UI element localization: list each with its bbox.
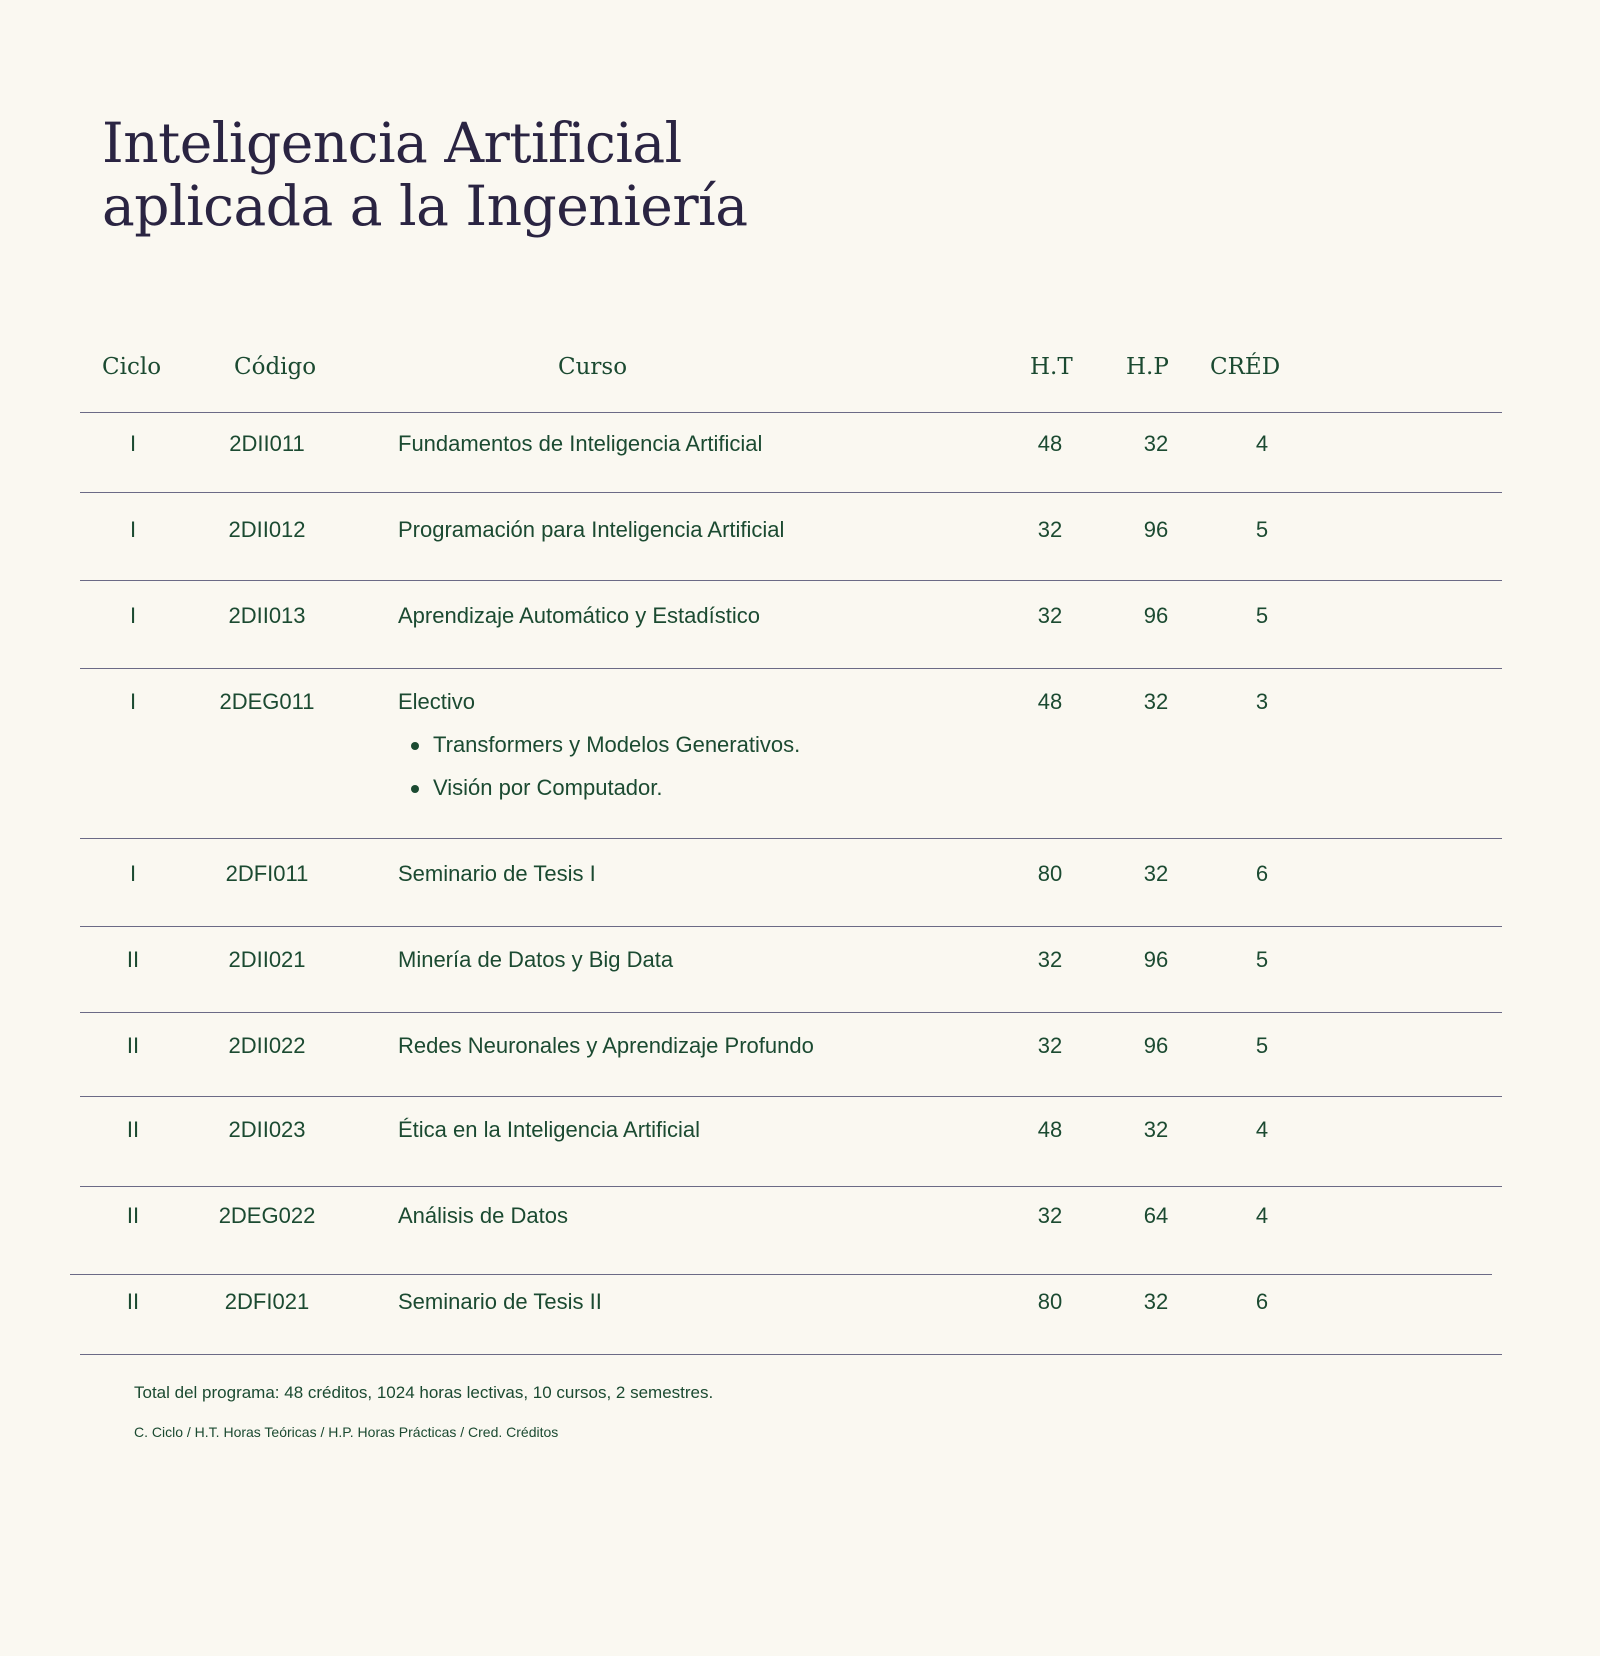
cell-curso: Seminario de Tesis II [398, 1289, 602, 1314]
cell-ht: 32 [1037, 603, 1063, 628]
cell-cred: 3 [1255, 689, 1269, 714]
cell-curso: Ética en la Inteligencia Artificial [398, 1117, 701, 1142]
cell-ht: 48 [1037, 1117, 1063, 1142]
row-divider [80, 1354, 1502, 1355]
cell-cred: 6 [1255, 1289, 1269, 1314]
cell-codigo: 2DII023 [228, 1117, 306, 1142]
cell-curso: Redes Neuronales y Aprendizaje Profundo [398, 1033, 814, 1058]
cell-hp: 96 [1143, 603, 1169, 628]
cell-cred: 6 [1255, 861, 1269, 886]
cell-ht: 32 [1037, 1033, 1063, 1058]
cell-cred: 4 [1255, 1203, 1269, 1228]
cell-ciclo: I [129, 861, 137, 886]
course-label: Electivo [398, 689, 476, 714]
cell-cred: 4 [1255, 431, 1269, 456]
cell-codigo: 2DII011 [229, 431, 305, 456]
cell-ht: 32 [1037, 1203, 1063, 1228]
cell-ciclo: I [129, 431, 137, 456]
cell-cred: 5 [1255, 947, 1269, 972]
cell-hp: 96 [1143, 1033, 1169, 1058]
row-divider [80, 926, 1502, 927]
cell-hp: 96 [1143, 947, 1169, 972]
cell-ht: 80 [1037, 861, 1063, 886]
cell-cred: 5 [1255, 1033, 1269, 1058]
row-divider [80, 1096, 1502, 1097]
cell-codigo: 2DII022 [228, 1033, 306, 1058]
cell-ciclo: I [129, 603, 137, 628]
cell-codigo: 2DFI021 [224, 1289, 310, 1314]
cell-ciclo: II [126, 1289, 140, 1314]
row-divider [80, 580, 1502, 581]
row-divider [80, 1186, 1502, 1187]
cell-ht: 80 [1037, 1289, 1063, 1314]
row-divider [80, 1012, 1502, 1013]
cell-curso: Seminario de Tesis I [398, 861, 596, 886]
cell-codigo: 2DII021 [228, 947, 306, 972]
cell-hp: 32 [1143, 431, 1169, 456]
cell-ciclo: I [129, 517, 137, 542]
program-total: Total del programa: 48 créditos, 1024 horas lectivas, 10 cursos, 2 semestres. [134, 1383, 714, 1402]
header-ciclo: Ciclo [102, 354, 162, 380]
cell-ht: 32 [1037, 517, 1063, 542]
cell-codigo: 2DEG022 [218, 1203, 316, 1228]
page-title [102, 112, 748, 238]
elective-options [398, 731, 800, 802]
cell-curso: Fundamentos de Inteligencia Artificial [398, 431, 763, 456]
cell-curso: Programación para Inteligencia Artificial [398, 517, 785, 542]
row-divider [80, 668, 1502, 669]
title-line-2: aplicada a la Ingeniería [102, 174, 748, 238]
cell-hp: 32 [1143, 689, 1169, 714]
title-line-1: Inteligencia Artificial [102, 111, 682, 175]
cell-codigo: 2DEG011 [219, 689, 315, 714]
cell-ciclo: I [129, 689, 137, 714]
cell-codigo: 2DII012 [228, 517, 306, 542]
cell-cred: 5 [1255, 517, 1269, 542]
cell-hp: 32 [1143, 1289, 1169, 1314]
elective-option: Visión por Computador. [398, 774, 800, 802]
row-divider [80, 412, 1502, 413]
cell-ht: 48 [1037, 689, 1063, 714]
cell-ciclo: II [126, 1203, 140, 1228]
cell-codigo: 2DII013 [228, 603, 306, 628]
row-divider [70, 1274, 1492, 1275]
cell-ciclo: II [126, 947, 140, 972]
cell-curso: Análisis de Datos [398, 1203, 568, 1228]
cell-ht: 32 [1037, 947, 1063, 972]
cell-curso [398, 688, 800, 802]
cell-cred: 4 [1255, 1117, 1269, 1142]
row-divider [80, 838, 1502, 839]
cell-hp: 64 [1143, 1203, 1169, 1228]
cell-curso: Aprendizaje Automático y Estadístico [398, 603, 760, 628]
header-cred: CRÉD [1210, 354, 1281, 380]
cell-hp: 32 [1143, 861, 1169, 886]
header-ht: H.T [1030, 354, 1073, 380]
header-curso: Curso [558, 354, 628, 380]
cell-ht: 48 [1037, 431, 1063, 456]
elective-option: Transformers y Modelos Generativos. [398, 731, 800, 759]
row-divider [80, 492, 1502, 493]
abbreviation-legend: C. Ciclo / H.T. Horas Teóricas / H.P. Horas Prácticas / Cred. Créditos [134, 1424, 559, 1440]
header-hp: H.P [1126, 354, 1169, 380]
cell-ciclo: II [126, 1033, 140, 1058]
cell-curso: Minería de Datos y Big Data [398, 947, 674, 972]
cell-codigo: 2DFI011 [225, 861, 309, 886]
cell-hp: 96 [1143, 517, 1169, 542]
cell-ciclo: II [126, 1117, 140, 1142]
cell-hp: 32 [1143, 1117, 1169, 1142]
header-codigo: Código [234, 354, 317, 380]
cell-cred: 5 [1255, 603, 1269, 628]
